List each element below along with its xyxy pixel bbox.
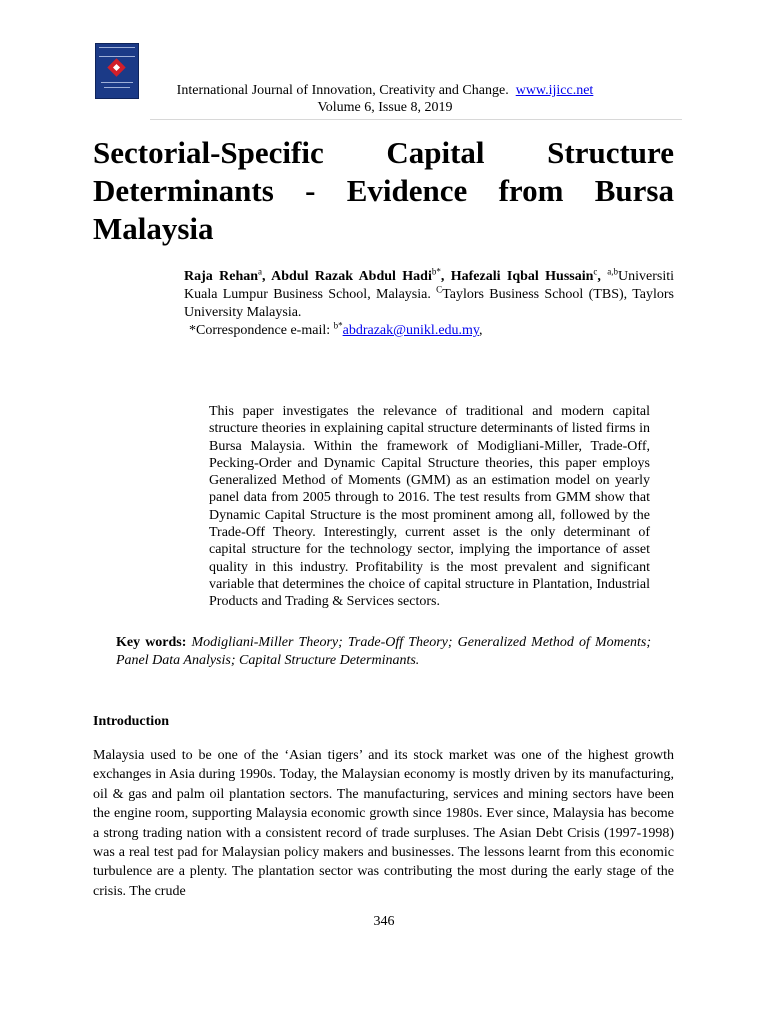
author-block [184, 268, 674, 340]
logo-mark-icon [107, 58, 125, 76]
affiliation-2: Taylors Business School (TBS), Taylors University Malaysia. [184, 287, 674, 320]
title-line-3: Malaysia [93, 211, 214, 246]
email-separator: , [479, 323, 483, 338]
author-superscript: a [258, 266, 263, 277]
author-name: , Hafezali Iqbal Hussain [440, 269, 594, 284]
journal-volume: Volume 6, Issue 8, 2019 [317, 100, 453, 115]
abstract: This paper investigates the relevance of traditional and modern capital structure theories in explaining capital structure determinants of listed firms in Bursa Malaysia. Within the framework of Modigliani-Miller, Trade-Off, Pecking-Order and Dynamic Capital Structure theories, this paper employs Generalized Method of Moments (GMM) as an estimation model on yearly panel data from 2005 through to 2016. The test results from GMM show that Dynamic Capital Structure is the most prominent among all, followed by the Trade-Off Theory. Interestingly, current asset is the only determinant of capital structure for the technology sector, implying the importance of asset quality in this industry. Profitability is the most prevalent and significant variable that determines the choice of capital structure in Plantation, Industrial Products and Trading & Services sectors. [209, 404, 650, 610]
author-name: , Abdul Razak Abdul Hadi [262, 269, 432, 284]
affiliation-superscript: a,b [607, 266, 619, 277]
affiliation-superscript: C [436, 284, 443, 295]
author-name: Raja Rehan [184, 269, 259, 284]
affiliation-1: Universiti Kuala Lumpur Business School, Malaysia. [184, 269, 675, 302]
author-superscript: c [593, 266, 598, 277]
paper-title [93, 134, 674, 248]
keywords-label: Key words: [116, 635, 187, 650]
section-heading-introduction: Introduction [93, 714, 169, 729]
title-line-2: Determinants - Evidence from Bursa [93, 173, 674, 208]
journal-line [150, 82, 620, 99]
author-superscript: b* [431, 266, 441, 277]
correspondence-superscript: b* [333, 320, 343, 331]
journal-name: International Journal of Innovation, Creativity and Change. [176, 83, 509, 98]
journal-url-link[interactable]: www.ijicc.net [515, 83, 594, 98]
correspondence-line [184, 322, 674, 340]
header-divider [150, 119, 682, 120]
correspondence-label: *Correspondence e-mail: [189, 323, 334, 338]
keywords [116, 634, 651, 670]
page-number: 346 [373, 914, 395, 929]
author-separator: , [597, 269, 601, 284]
correspondence-email-link[interactable]: abdrazak@unikl.edu.my [342, 323, 480, 338]
keywords-list: Modigliani-Miller Theory; Trade-Off Theory; Generalized Method of Moments; Panel Data Analysis; Capital Structure Determinants. [116, 635, 651, 668]
title-line-1: Sectorial-Specific Capital Structure [93, 135, 674, 170]
journal-logo [95, 43, 139, 99]
introduction-paragraph: Malaysia used to be one of the ‘Asian tigers’ and its stock market was one of the highest growth exchanges in Asia during 1990s. Today, the Malaysian economy is mostly driven by its manufacturing, oil & gas and palm oil plantation sectors. The manufacturing, services and mining sectors have been the engine room, supporting Malaysia economic growth since 1980s. Ever since, Malaysia has become a strong trading nation with a consistent record of trade surpluses. The Asian Debt Crisis (1997-1998) was a real test pad for Malaysian policy makers and businesses. The lessons learnt from this economic turbulence are a plenty. The plantation sector was contributing the most during the early stage of the crisis. The crude [93, 748, 674, 899]
journal-header [150, 82, 620, 116]
